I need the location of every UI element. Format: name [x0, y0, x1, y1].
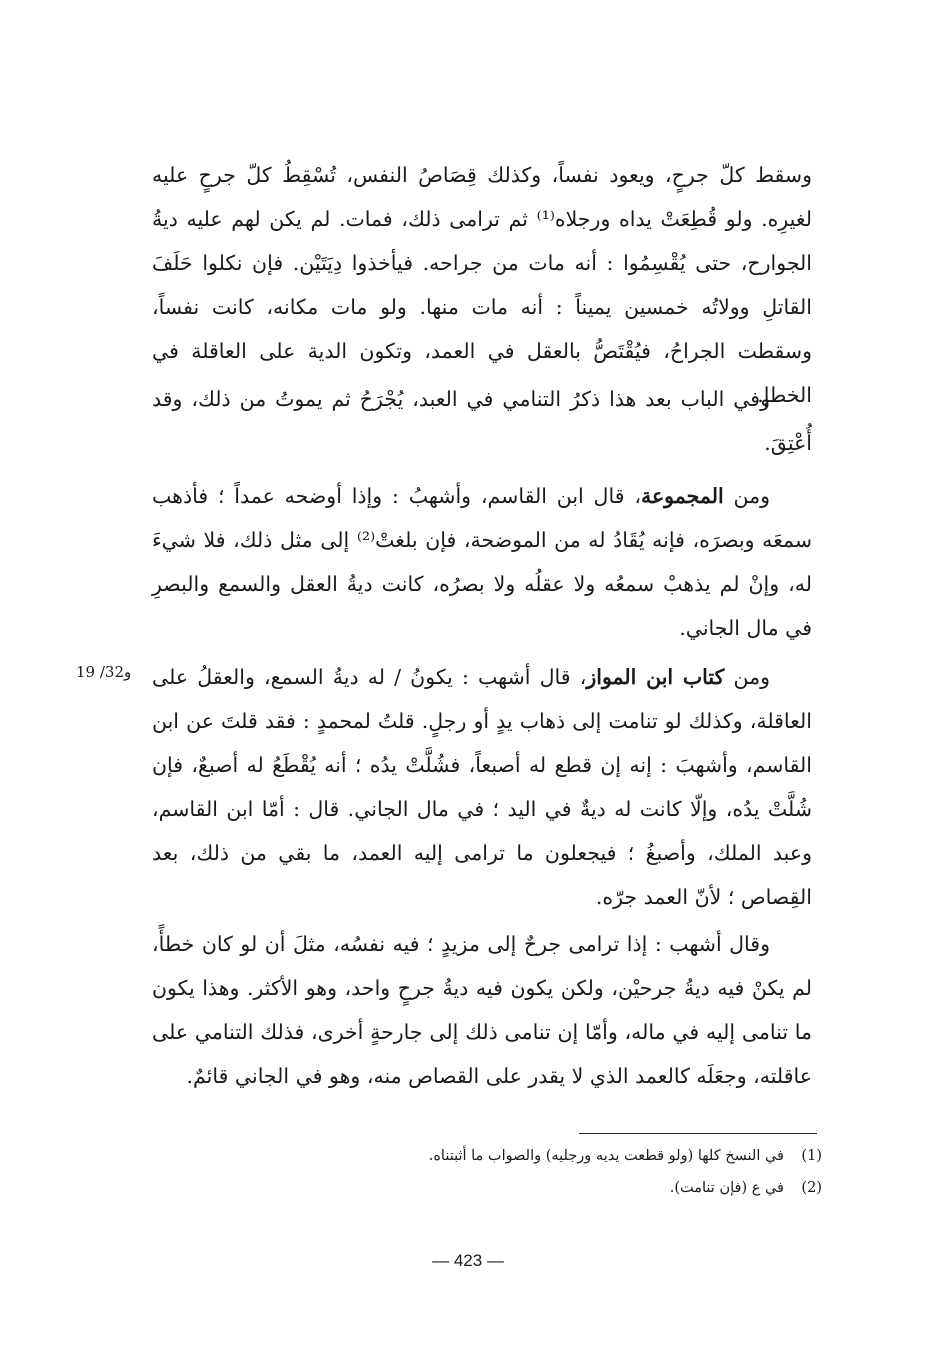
footnote-1-number: (1) — [801, 1148, 822, 1164]
paragraph-2-text: وفي الباب بعد هذا ذكرُ التنامي في العبد، يُجْرَحُ ثم يموتُ من ذلك، وقد أُعْتِقَ. — [152, 387, 812, 455]
paragraph-4-lead: ومن — [733, 665, 771, 689]
page-number: — 423 — — [432, 1251, 504, 1270]
footnote-1-text: في النسخ كلها (ولو قطعت يديه ورجليه) والصواب ما أثبتناه. — [428, 1148, 784, 1164]
footnote-2-text: في ع (فإن تنامت). — [669, 1180, 784, 1196]
paragraph-5-text: وقال أشهب : إذا ترامى جرحٌ إلى مزيدٍ ؛ فيه نفسُه، مثلَ أن لو كان خطأً، لم يكنْ فيه ديةُ جرحيْن، ولكن يكون فيه ديةُ جرحٍ واحد، وهو الأكثر. وهذا يكون ما تنامى إليه في ماله، وأمّا إن تنامى ذلك إلى جارحةٍ أخرى، فذلك التنامي على عاقلته، وجعَلَه كالعمد الذي لا يقدر على القصاص منه، وهو في الجاني قائمٌ. — [152, 932, 812, 1088]
footnote-2-number: (2) — [801, 1180, 822, 1196]
footnote-divider — [579, 1133, 817, 1134]
footnotes — [330, 1140, 822, 1204]
paragraph-4-text — [152, 655, 812, 919]
manuscript-folio-reference: 19 /32و — [76, 663, 132, 681]
paragraph-5 — [152, 922, 812, 1098]
paragraph-3-text — [152, 474, 812, 650]
paragraph-4-rest: ، قال أشهب : يكونُ / له ديةُ السمع، والعقلُ على العاقلة، وكذلك لو تنامت إلى ذهاب يدٍ أو رجلٍ. قلتُ لمحمدٍ : فقد قلتَ عن ابن القاسم، وأشهبَ : إنه إن قطع له أصبعاً، فشُلَّتْ يدُه ؛ أنه يُقْطَعُ له أصبعٌ، فإن شُلَّتْ يدُه، وإلّا كانت له ديةٌ في اليد ؛ في مال الجاني. قال : أمّا ابن القاسم، وعبد الملك، وأصبغُ ؛ فيجعلون ما ترامى إليه العمد، ما بقي من ذلك، بعد القِصاص ؛ لأنّ العمد جرّه. — [152, 665, 812, 909]
footnote-1 — [330, 1140, 822, 1172]
footnote-2 — [330, 1172, 822, 1204]
paragraph-3-lead: ومن — [733, 484, 770, 508]
paragraph-3-rest: ، قال ابن القاسم، وأشهبُ : وإذا أوضحه عمداً ؛ فأذهب سمعَه وبصرَه، فإنه يُقَادُ له من الموضحة، فإن بلغتْ⁽²⁾ إلى مثل ذلك، فلا شيءَ له، وإنْ لم يذهبْ سمعُه ولا عقلُه ولا بصرُه، كانت ديةُ العقل والسمع والبصرِ في مال الجاني. — [152, 484, 812, 640]
paragraph-3 — [152, 474, 812, 650]
paragraph-4 — [152, 655, 812, 919]
paragraph-2 — [152, 377, 812, 465]
paragraph-1-text: وسقط كلّ جرحٍ، ويعود نفساً، وكذلك قِصَاصُ النفس، تُسْقِطُ كلّ جرحٍ عليه لغيرِه. ولو قُطِعَتْ يداه ورجلاه⁽¹⁾ ثم ترامى ذلك، فمات. لم يكن لهم عليه ديةُ الجوارح، حتى يُقْسِمُوا : أنه مات من جراحه. فيأخذوا دِيَتَيْن. فإن نكلوا حَلَفَ القاتلِ وولاتُه خمسين يميناً : أنه مات منها. ولو مات مكانه، كانت نفساً، وسقطت الجراحُ، فيُقْتَصُّ بالعقل في العمد، وتكون الدية على العاقلة في الخطإ. — [152, 163, 812, 407]
source-title-majmua: المجموعة — [640, 484, 724, 508]
source-title-ibn-al-mawaz: كتاب ابن المواز — [586, 665, 725, 689]
